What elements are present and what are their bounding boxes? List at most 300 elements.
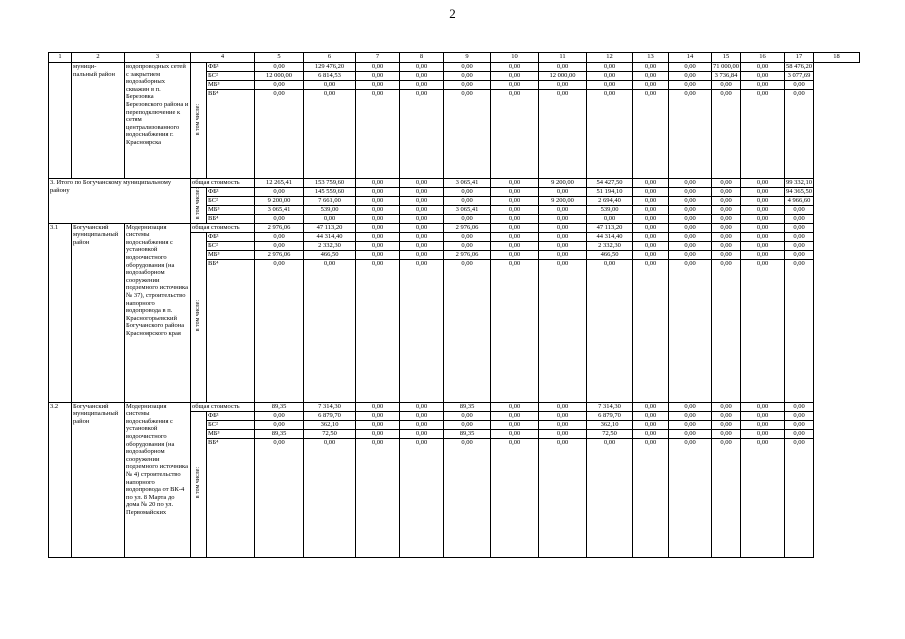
project-description: Модернизация системы водоснабжения с установкой водоочистного оборудования (на водозаборном сооружении подземного источника № 4) строительство напорного водопровода от ВК-4 по ул. 8 Марта до дома № 20 по ул. Первомайских (125, 402, 191, 557)
value-cell: 0,00 (255, 411, 304, 420)
value-cell: 0,00 (741, 188, 785, 197)
value-cell: 0,00 (669, 63, 712, 72)
value-cell: 0,00 (539, 215, 587, 224)
value-cell: 0,00 (539, 259, 587, 402)
value-cell: 0,00 (539, 232, 587, 241)
value-cell: 0,00 (633, 81, 669, 90)
value-cell: 0,00 (712, 90, 741, 179)
value-cell: 3 065,41 (444, 179, 491, 188)
page-number: 2 (449, 6, 456, 21)
col-header: 9 (444, 53, 491, 63)
value-cell: 0,00 (741, 63, 785, 72)
value-cell: 0,00 (491, 420, 539, 429)
in-total-label (191, 411, 207, 557)
value-cell: 0,00 (356, 232, 400, 241)
value-cell: 0,00 (587, 259, 633, 402)
value-cell: 0,00 (356, 63, 400, 72)
value-cell: 0,00 (444, 232, 491, 241)
value-cell: 0,00 (539, 420, 587, 429)
funding-source: БС² (207, 241, 255, 250)
value-cell: 0,00 (785, 90, 814, 179)
value-cell: 0,00 (712, 402, 741, 411)
value-cell: 0,00 (785, 429, 814, 438)
budget-table (48, 52, 860, 558)
value-cell: 0,00 (356, 206, 400, 215)
value-cell: 0,00 (785, 402, 814, 411)
value-cell: 0,00 (444, 63, 491, 72)
funding-source: ФБ¹ (207, 188, 255, 197)
value-cell: 0,00 (539, 411, 587, 420)
value-cell: 0,00 (669, 250, 712, 259)
value-cell: 0,00 (633, 223, 669, 232)
col-header: 12 (587, 53, 633, 63)
col-header: 1 (49, 53, 72, 63)
value-cell: 2 976,06 (444, 250, 491, 259)
value-cell: 0,00 (491, 259, 539, 402)
value-cell: 0,00 (741, 90, 785, 179)
project-description: водопроводных сетей с закрытием водозаборных скважин в п. Березовка Березовского района и переподключение к сетям централизованного водоснабжения г. Красноярска (125, 63, 191, 179)
funding-source: МБ³ (207, 250, 255, 259)
value-cell: 0,00 (633, 250, 669, 259)
value-cell: 0,00 (356, 90, 400, 179)
total-row (49, 402, 860, 411)
value-cell: 9 200,00 (539, 197, 587, 206)
value-cell: 0,00 (356, 81, 400, 90)
funding-source: ВБ⁴ (207, 215, 255, 224)
value-cell: 0,00 (400, 206, 444, 215)
value-cell: 4 966,60 (785, 197, 814, 206)
value-cell: 0,00 (587, 81, 633, 90)
value-cell: 0,00 (587, 72, 633, 81)
col-header: 18 (814, 53, 860, 63)
value-cell: 0,00 (741, 429, 785, 438)
value-cell: 0,00 (587, 438, 633, 557)
value-cell: 0,00 (539, 250, 587, 259)
in-total-label (191, 188, 207, 224)
value-cell: 0,00 (712, 215, 741, 224)
value-cell: 0,00 (633, 179, 669, 188)
value-cell: 0,00 (712, 429, 741, 438)
value-cell: 99 332,10 (786, 179, 812, 186)
value-cell: 0,00 (400, 215, 444, 224)
value-cell: 0,00 (255, 188, 304, 197)
value-cell: 0,00 (633, 90, 669, 179)
value-cell: 0,00 (669, 259, 712, 402)
value-cell: 0,00 (785, 81, 814, 90)
value-cell: 0,00 (491, 232, 539, 241)
value-cell: 7 314,30 (304, 402, 356, 411)
value-cell: 89,35 (255, 429, 304, 438)
value-cell: 0,00 (741, 259, 785, 402)
value-cell: 0,00 (400, 438, 444, 557)
value-cell: 54 427,50 (587, 179, 633, 188)
value-cell: 0,00 (587, 63, 633, 72)
value-cell: 0,00 (491, 63, 539, 72)
value-cell: 0,00 (444, 411, 491, 420)
value-cell: 0,00 (712, 232, 741, 241)
value-cell: 0,00 (633, 215, 669, 224)
value-cell: 0,00 (785, 206, 814, 215)
in-total-text: в том числе: (194, 467, 201, 499)
value-cell: 0,00 (669, 179, 712, 188)
value-cell: 466,50 (304, 250, 356, 259)
value-cell: 0,00 (304, 81, 356, 90)
value-cell: 0,00 (669, 438, 712, 557)
value-cell: 0,00 (669, 411, 712, 420)
value-cell: 0,00 (356, 223, 400, 232)
row-number (49, 63, 72, 179)
value-cell: 0,00 (255, 420, 304, 429)
funding-source: ФБ¹ (207, 411, 255, 420)
value-cell: 0,00 (633, 232, 669, 241)
value-cell: 9 200,00 (539, 179, 587, 188)
value-cell: 0,00 (304, 438, 356, 557)
value-cell: 0,00 (712, 438, 741, 557)
value-cell: 9 200,00 (255, 197, 304, 206)
value-cell: 0,00 (539, 63, 587, 72)
value-cell: 0,00 (444, 197, 491, 206)
value-cell: 0,00 (785, 259, 814, 402)
project-owner: муници- пальный район (72, 63, 125, 179)
funding-source: МБ³ (207, 206, 255, 215)
value-cell: 44 314,40 (304, 232, 356, 241)
value-cell: 12 000,00 (539, 72, 587, 81)
value-cell: 0,00 (491, 429, 539, 438)
value-cell: 0,00 (669, 429, 712, 438)
value-cell: 0,00 (356, 197, 400, 206)
row-number: 3.2 (49, 402, 72, 557)
col-header: 11 (539, 53, 587, 63)
funding-source: БС² (207, 420, 255, 429)
value-cell: 0,00 (356, 438, 400, 557)
value-cell: 0,00 (785, 215, 814, 224)
value-cell: 0,00 (255, 241, 304, 250)
value-cell: 0,00 (400, 72, 444, 81)
value-cell: 0,00 (712, 411, 741, 420)
value-cell: 0,00 (400, 188, 444, 197)
value-cell: 3 065,41 (444, 206, 491, 215)
in-total-label (191, 232, 207, 402)
value-cell: 58 476,20 (786, 63, 812, 70)
value-cell: 0,00 (255, 438, 304, 557)
value-cell: 0,00 (491, 250, 539, 259)
value-cell: 0,00 (741, 438, 785, 557)
in-total-text: в том числе: (194, 300, 201, 332)
value-cell: 2 976,06 (255, 250, 304, 259)
value-cell: 0,00 (741, 72, 785, 81)
value-cell: 0,00 (669, 420, 712, 429)
value-cell: 0,00 (785, 223, 814, 232)
value-cell: 0,00 (356, 429, 400, 438)
value-cell: 0,00 (712, 81, 741, 90)
value-cell: 0,00 (539, 90, 587, 179)
value-cell: 0,00 (539, 206, 587, 215)
value-cell: 0,00 (444, 81, 491, 90)
value-cell: 0,00 (539, 402, 587, 411)
value-cell: 0,00 (539, 81, 587, 90)
project-owner: Богучанский муниципальный район (72, 402, 125, 557)
col-header: 15 (712, 53, 741, 63)
value-cell: 0,00 (400, 63, 444, 72)
value-cell: 0,00 (741, 179, 785, 188)
value-cell: 12 265,41 (255, 179, 304, 188)
funding-source: ФБ¹ (207, 63, 255, 72)
value-cell: 47 113,20 (587, 223, 633, 232)
value-cell: 0,00 (785, 438, 814, 557)
value-cell: 0,00 (356, 179, 400, 188)
value-cell: 0,00 (669, 241, 712, 250)
value-cell: 44 314,40 (587, 232, 633, 241)
value-cell: 0,00 (539, 188, 587, 197)
col-header: 17 (785, 53, 814, 63)
funding-source: ВБ⁴ (207, 438, 255, 557)
value-cell: 0,00 (669, 90, 712, 179)
col-header: 16 (741, 53, 785, 63)
value-cell: 0,00 (669, 81, 712, 90)
funding-source: БС² (207, 72, 255, 81)
value-cell: 0,00 (741, 402, 785, 411)
col-header: 6 (304, 53, 356, 63)
project-owner: Богучанский муниципальный район (72, 223, 125, 402)
value-cell: 2 976,06 (444, 223, 491, 232)
value-cell: 0,00 (741, 223, 785, 232)
value-cell: 0,00 (633, 197, 669, 206)
col-header: 13 (633, 53, 669, 63)
value-cell: 6 879,70 (587, 411, 633, 420)
funding-source: ВБ⁴ (207, 90, 255, 179)
value-cell: 0,00 (255, 232, 304, 241)
funding-source: МБ³ (207, 81, 255, 90)
value-cell: 0,00 (712, 250, 741, 259)
funding-source: ВБ⁴ (207, 259, 255, 402)
value-cell: 0,00 (356, 72, 400, 81)
value-cell: 0,00 (741, 241, 785, 250)
value-cell: 0,00 (741, 81, 785, 90)
total-row (49, 179, 860, 188)
value-cell: 153 759,60 (304, 179, 356, 188)
value-cell: 0,00 (491, 215, 539, 224)
value-cell: 0,00 (304, 259, 356, 402)
col-header: 3 (125, 53, 191, 63)
value-cell: 0,00 (444, 188, 491, 197)
value-cell: 0,00 (400, 90, 444, 179)
value-cell: 0,00 (633, 63, 669, 72)
value-cell: 0,00 (255, 215, 304, 224)
value-cell: 0,00 (356, 402, 400, 411)
value-cell: 71 000,00 (713, 63, 739, 70)
value-cell: 0,00 (356, 250, 400, 259)
value-cell: 3 065,41 (255, 206, 304, 215)
value-cell: 7 661,00 (304, 197, 356, 206)
value-cell: 72,50 (304, 429, 356, 438)
value-cell: 0,00 (785, 411, 814, 420)
value-cell: 0,00 (633, 438, 669, 557)
value-cell: 466,50 (587, 250, 633, 259)
value-cell: 0,00 (633, 420, 669, 429)
value-cell: 2 332,30 (587, 241, 633, 250)
value-cell: 0,00 (356, 411, 400, 420)
source-row (49, 63, 860, 72)
value-cell: 0,00 (669, 197, 712, 206)
value-cell: 0,00 (255, 81, 304, 90)
value-cell: 7 314,30 (587, 402, 633, 411)
value-cell: 0,00 (633, 259, 669, 402)
value-cell: 0,00 (712, 241, 741, 250)
value-cell: 0,00 (356, 420, 400, 429)
value-cell: 0,00 (304, 90, 356, 179)
value-cell: 0,00 (444, 420, 491, 429)
value-cell: 0,00 (400, 411, 444, 420)
value-cell: 0,00 (539, 438, 587, 557)
col-header: 5 (255, 53, 304, 63)
value-cell: 539,00 (304, 206, 356, 215)
value-cell: 0,00 (669, 232, 712, 241)
value-cell: 3 736,84 (712, 72, 741, 81)
value-cell: 47 113,20 (304, 223, 356, 232)
value-cell: 0,00 (712, 206, 741, 215)
value-cell: 0,00 (400, 179, 444, 188)
value-cell: 0,00 (741, 197, 785, 206)
value-cell: 0,00 (741, 411, 785, 420)
budget-table-wrapper (48, 52, 860, 558)
value-cell: 0,00 (400, 259, 444, 402)
value-cell: 0,00 (491, 197, 539, 206)
funding-source: МБ³ (207, 429, 255, 438)
value-cell: 0,00 (669, 223, 712, 232)
value-cell: 362,10 (304, 420, 356, 429)
value-cell: 6 879,70 (304, 411, 356, 420)
value-cell: 0,00 (491, 81, 539, 90)
value-cell: 0,00 (491, 223, 539, 232)
value-cell: 0,00 (669, 402, 712, 411)
value-cell: 0,00 (587, 215, 633, 224)
value-cell: 145 559,60 (304, 188, 356, 197)
value-cell: 0,00 (741, 206, 785, 215)
funding-source: ФБ¹ (207, 232, 255, 241)
value-cell: 0,00 (785, 241, 814, 250)
value-cell: 0,00 (356, 259, 400, 402)
value-cell: 0,00 (785, 232, 814, 241)
total-cost-label: общая стоимость (191, 402, 255, 411)
project-description: Модернизация системы водоснабжения с установкой водоочистного оборудования (на водозаборном сооружении подземного источника № 37), строительство напорного водопровода в п. Красногорьевский Богучанского района Красноярского края (125, 223, 191, 402)
value-cell: 0,00 (491, 72, 539, 81)
value-cell: 0,00 (444, 90, 491, 179)
value-cell: 0,00 (633, 402, 669, 411)
value-cell: 0,00 (255, 90, 304, 179)
value-cell: 0,00 (491, 438, 539, 557)
value-cell: 6 814,53 (304, 72, 356, 81)
total-cost-label: общая стоимость (191, 179, 255, 188)
total-cost-label: общая стоимость (191, 223, 255, 232)
in-total-text: в том числе: (194, 188, 201, 220)
col-header: 14 (669, 53, 712, 63)
col-header: 4 (191, 53, 255, 63)
funding-source: БС² (207, 197, 255, 206)
value-cell: 0,00 (255, 63, 304, 72)
value-cell: 0,00 (539, 241, 587, 250)
value-cell: 0,00 (444, 259, 491, 402)
row-number: 3.1 (49, 223, 72, 402)
header-row (49, 53, 860, 63)
value-cell: 0,00 (741, 232, 785, 241)
value-cell: 0,00 (255, 259, 304, 402)
value-cell: 0,00 (785, 420, 814, 429)
value-cell: 0,00 (633, 188, 669, 197)
value-cell: 362,10 (587, 420, 633, 429)
value-cell: 0,00 (400, 420, 444, 429)
value-cell: 0,00 (539, 429, 587, 438)
value-cell: 0,00 (741, 215, 785, 224)
value-cell: 0,00 (633, 429, 669, 438)
value-cell: 94 365,50 (786, 188, 812, 195)
value-cell: 0,00 (356, 188, 400, 197)
col-header: 10 (491, 53, 539, 63)
value-cell: 0,00 (785, 250, 814, 259)
value-cell: 0,00 (633, 72, 669, 81)
value-cell: 2 976,06 (255, 223, 304, 232)
value-cell: 0,00 (669, 72, 712, 81)
value-cell: 0,00 (539, 223, 587, 232)
value-cell: 72,50 (587, 429, 633, 438)
value-cell: 0,00 (491, 90, 539, 179)
value-cell: 0,00 (444, 72, 491, 81)
value-cell: 0,00 (356, 241, 400, 250)
value-cell: 0,00 (741, 250, 785, 259)
value-cell: 0,00 (400, 402, 444, 411)
value-cell: 0,00 (491, 188, 539, 197)
value-cell: 0,00 (741, 420, 785, 429)
value-cell: 0,00 (400, 223, 444, 232)
value-cell: 0,00 (444, 241, 491, 250)
value-cell: 0,00 (444, 438, 491, 557)
col-header: 8 (400, 53, 444, 63)
value-cell: 0,00 (400, 241, 444, 250)
value-cell: 0,00 (304, 215, 356, 224)
value-cell: 0,00 (587, 90, 633, 179)
value-cell: 0,00 (491, 402, 539, 411)
in-total-label (191, 63, 207, 179)
value-cell: 89,35 (255, 402, 304, 411)
value-cell: 0,00 (712, 188, 741, 197)
value-cell: 89,35 (444, 402, 491, 411)
value-cell: 0,00 (712, 259, 741, 402)
value-cell: 2 332,30 (304, 241, 356, 250)
value-cell: 0,00 (712, 223, 741, 232)
value-cell: 0,00 (712, 197, 741, 206)
value-cell: 0,00 (356, 215, 400, 224)
value-cell: 0,00 (491, 206, 539, 215)
value-cell: 0,00 (491, 241, 539, 250)
total-row (49, 223, 860, 232)
value-cell: 0,00 (633, 206, 669, 215)
value-cell: 0,00 (400, 250, 444, 259)
value-cell: 2 694,40 (587, 197, 633, 206)
value-cell: 51 194,10 (587, 188, 633, 197)
value-cell: 0,00 (400, 81, 444, 90)
value-cell: 0,00 (400, 429, 444, 438)
value-cell: 0,00 (669, 206, 712, 215)
col-header: 7 (356, 53, 400, 63)
value-cell: 0,00 (633, 411, 669, 420)
value-cell: 0,00 (712, 179, 741, 188)
value-cell: 0,00 (669, 215, 712, 224)
value-cell: 3 077,69 (785, 72, 814, 81)
value-cell: 0,00 (400, 197, 444, 206)
value-cell: 0,00 (444, 215, 491, 224)
value-cell: 0,00 (491, 411, 539, 420)
col-header: 2 (72, 53, 125, 63)
value-cell: 12 000,00 (255, 72, 304, 81)
